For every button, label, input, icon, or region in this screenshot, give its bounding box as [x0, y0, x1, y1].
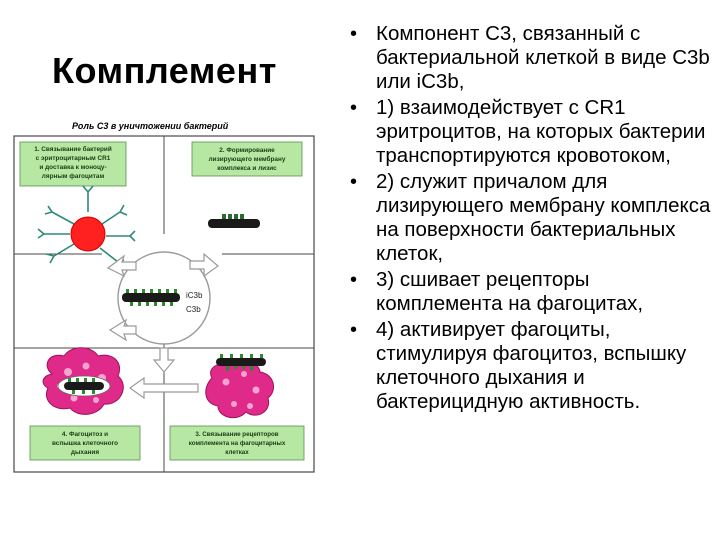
- panel-3-line-2: комплемента на фагоцитарных: [188, 440, 286, 447]
- panel-4-label: [30, 426, 140, 460]
- bullet-text: 1) взаимодействует с CR1 эритроцитов, на которых бактерии транспортируются кровотоком,: [376, 96, 706, 167]
- bullet-item: [346, 22, 712, 94]
- panel-4-line-1: 4. Фагоцитоз и: [61, 431, 109, 438]
- panel-1-line-4: лярным фагоцитам: [41, 173, 105, 180]
- panel-2-line-3: комплекса и лизис: [217, 165, 277, 172]
- panel-1-line-1: 1. Связывание бактерий: [34, 146, 112, 153]
- bullet-marker: •: [350, 97, 358, 119]
- bullet-marker: •: [350, 171, 358, 193]
- c3b-label: C3b: [186, 305, 201, 314]
- complement-figure: [12, 116, 318, 476]
- ic3b-label: iC3b: [186, 291, 203, 300]
- panel-3-line-3: клетках: [225, 449, 249, 456]
- slide-title: Комплемент: [52, 50, 277, 91]
- bullet-text: 2) служит причалом для лизирующего мембрану комплекса на поверхности бактериальных клеток,: [376, 170, 711, 265]
- bullet-list: [346, 22, 712, 416]
- bullet-marker: •: [350, 269, 358, 291]
- bullet-marker: •: [350, 23, 358, 45]
- bullet-text: 3) сшивает рецепторы комплемента на фагоцитах,: [376, 268, 644, 315]
- bullet-text: 4) активирует фагоциты, стимулируя фагоцитоз, вспышку клеточного дыхания и бактерицидную активность.: [376, 318, 687, 413]
- panel-1-line-2: с эритроцитарным CR1: [35, 155, 111, 162]
- panel-1-line-3: и доставка к моноцу-: [39, 164, 107, 171]
- panel-3-line-1: 3. Связывание рецепторов: [195, 431, 279, 438]
- panel-3-label: [170, 426, 304, 460]
- figure-caption: Роль С3 в уничтожении бактерий: [72, 121, 229, 131]
- panel-4-line-3: дыхания: [70, 449, 100, 456]
- bullet-item: [346, 96, 712, 168]
- bullet-text: Компонент С3, связанный с бактериальной клеткой в виде С3b или iC3b,: [376, 22, 710, 93]
- bullet-item: [346, 318, 712, 414]
- panel-1-label: [20, 142, 126, 186]
- panel-2-line-2: лизирующего мембрану: [208, 156, 286, 163]
- bullet-item: [346, 268, 712, 316]
- bullet-item: [346, 170, 712, 266]
- panel-2-line-1: 2. Формирование: [219, 147, 275, 154]
- panel-2-label: [192, 142, 302, 176]
- bullet-marker: •: [350, 319, 358, 341]
- panel-4-line-2: вспышка клеточного: [52, 440, 118, 447]
